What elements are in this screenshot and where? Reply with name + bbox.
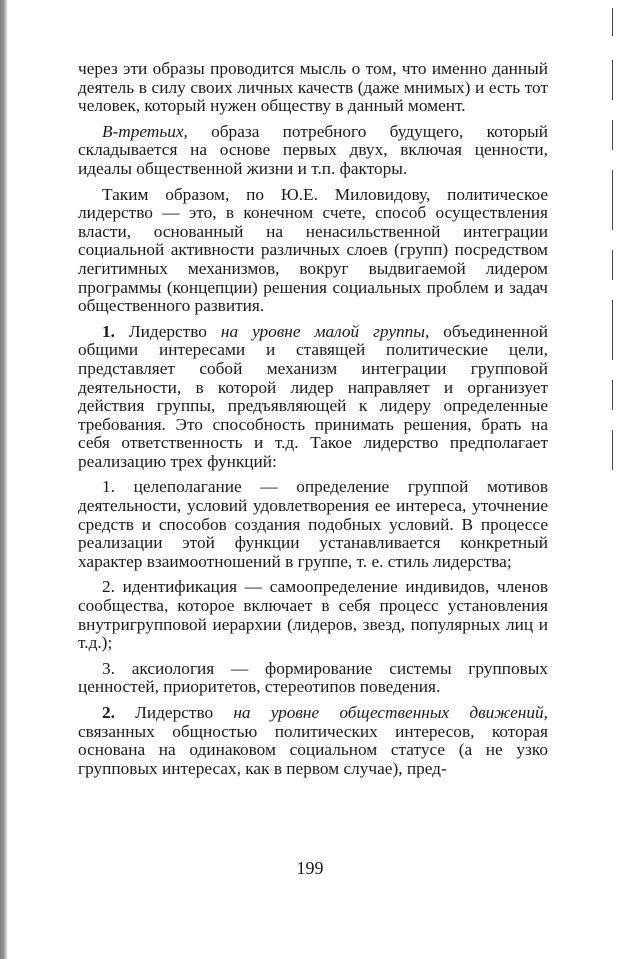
paragraph-lead-italic: В-третьих, bbox=[102, 121, 188, 141]
paragraph-text: через эти образы проводится мысль о том, что именно данный деятель в силу своих личных качеств (даже мнимых) и есть тот человек, который нужен обществу в данный момент. bbox=[78, 59, 548, 116]
scan-right-edge-marks bbox=[610, 0, 616, 959]
list-item-goal-setting bbox=[78, 478, 548, 571]
list-item-text: 2. идентификация — самоопределение индивидов, членов сообщества, которое включает в себя процесс установления внутригрупповой иерархии (лидеров, звезд, популярных лиц и т.д.); bbox=[78, 577, 548, 653]
list-item-identification bbox=[78, 578, 548, 652]
paragraph-italic-phrase: на уровне малой группы, bbox=[220, 321, 430, 341]
list-item-text: 3. аксиология — формирование системы групповых ценностей, приоритетов, стереотипов поведения. bbox=[78, 658, 548, 697]
paragraph-definition bbox=[78, 186, 548, 316]
paragraph-text: объединенной общими интересами и ставящей политические цели, представляет собой механизм интеграции групповой деятельности, в которой лидер направляет и организует действия группы, предъявляющей к лидеру определенные требования. Это способность принимать решения, брать на себя ответственность и т.д. Такое лидерство предполагает реализацию трех функций: bbox=[78, 321, 549, 471]
paragraph-number: 2. bbox=[102, 703, 115, 722]
paragraph-italic-phrase: на уровне общественных движений, bbox=[233, 703, 548, 722]
paragraph-prefix: Лидерство bbox=[114, 703, 234, 722]
page-number: 199 bbox=[296, 858, 324, 878]
paragraph-third-point bbox=[78, 123, 548, 179]
paragraph-text: связанных общностью политических интересов, которая основана на одинаковом социальном статусе (а не узко групповых интересах, как в первом случае), пред- bbox=[78, 721, 548, 778]
paragraph-number: 1. bbox=[102, 321, 115, 341]
page-body bbox=[78, 60, 548, 778]
scan-left-edge-shadow bbox=[0, 0, 8, 959]
list-item-text: 1. целеполагание — определение группой мотивов деятельности, условий удовлетворения ее интереса, уточнение средств и способов создания подобных условий. В процессе реализации этой функции устанавливается конкретный характер взаимоотношений в группе, т. е. стиль лидерства; bbox=[78, 477, 548, 571]
paragraph-continuation bbox=[78, 60, 548, 116]
list-item-axiology bbox=[78, 660, 548, 697]
paragraph-text: образа потребного будущего, который складывается на основе первых двух, включая ценности, идеалы общественной жизни и т.п. факторы. bbox=[78, 121, 548, 178]
paragraph-small-group bbox=[78, 323, 548, 472]
paragraph-text: Таким образом, по Ю.Е. Миловидову, политическое лидерство — это, в конечном счете, способ осуществления власти, основанный на ненасильственной интеграции социальной активности различных слоев (групп) посредством легитимных механизмов, вокруг выдвигаемой лидером программы (концепции) решения социальных проблем и задач общественного развития. bbox=[78, 184, 548, 316]
paragraph-social-movements bbox=[78, 704, 548, 778]
paragraph-prefix: Лидерство bbox=[114, 321, 221, 341]
